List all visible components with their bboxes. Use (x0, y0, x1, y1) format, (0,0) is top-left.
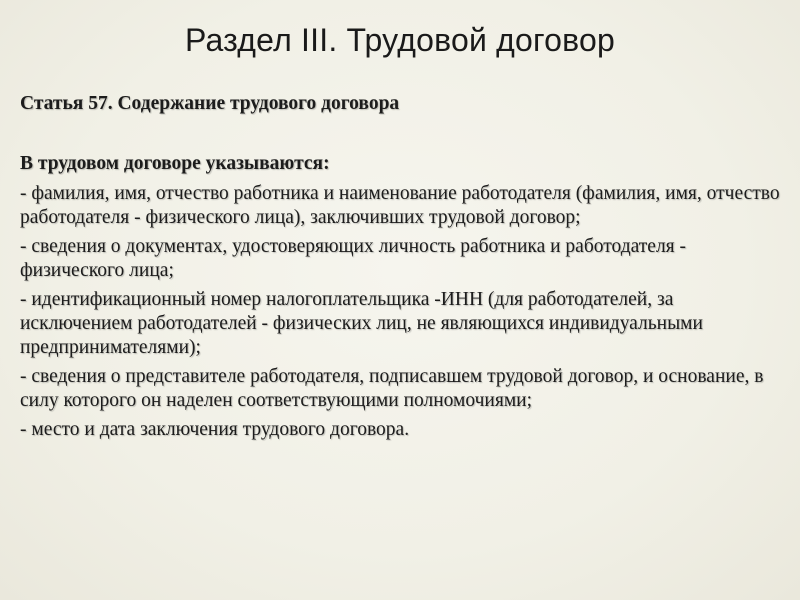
article-heading: Статья 57. Содержание трудового договора (20, 93, 400, 114)
list-item: - сведения о документах, удостоверяющих личность работника и работодателя - физического лица; (20, 236, 687, 281)
list-lead: В трудовом договоре указываются: (20, 153, 330, 174)
list-item: - место и дата заключения трудового договора. (20, 419, 410, 440)
contract-items-list (20, 182, 780, 442)
slide-title: Раздел III. Трудовой договор (185, 22, 615, 58)
list-item: - фамилия, имя, отчество работника и наименование работодателя (фамилия, имя, отчество работодателя - физического лица), заключивших трудовой договор; (20, 183, 780, 228)
list-item: - идентификационный номер налогоплательщика -ИНН (для работодателей, за исключением работодателей - физических лиц, не являющихся индивидуальными предпринимателями); (20, 289, 703, 358)
list-item: - сведения о представителе работодателя, подписавшем трудовой договор, и основание, в силу которого он наделен соответствующими полномочиями; (20, 366, 764, 411)
slide-content (20, 92, 780, 442)
